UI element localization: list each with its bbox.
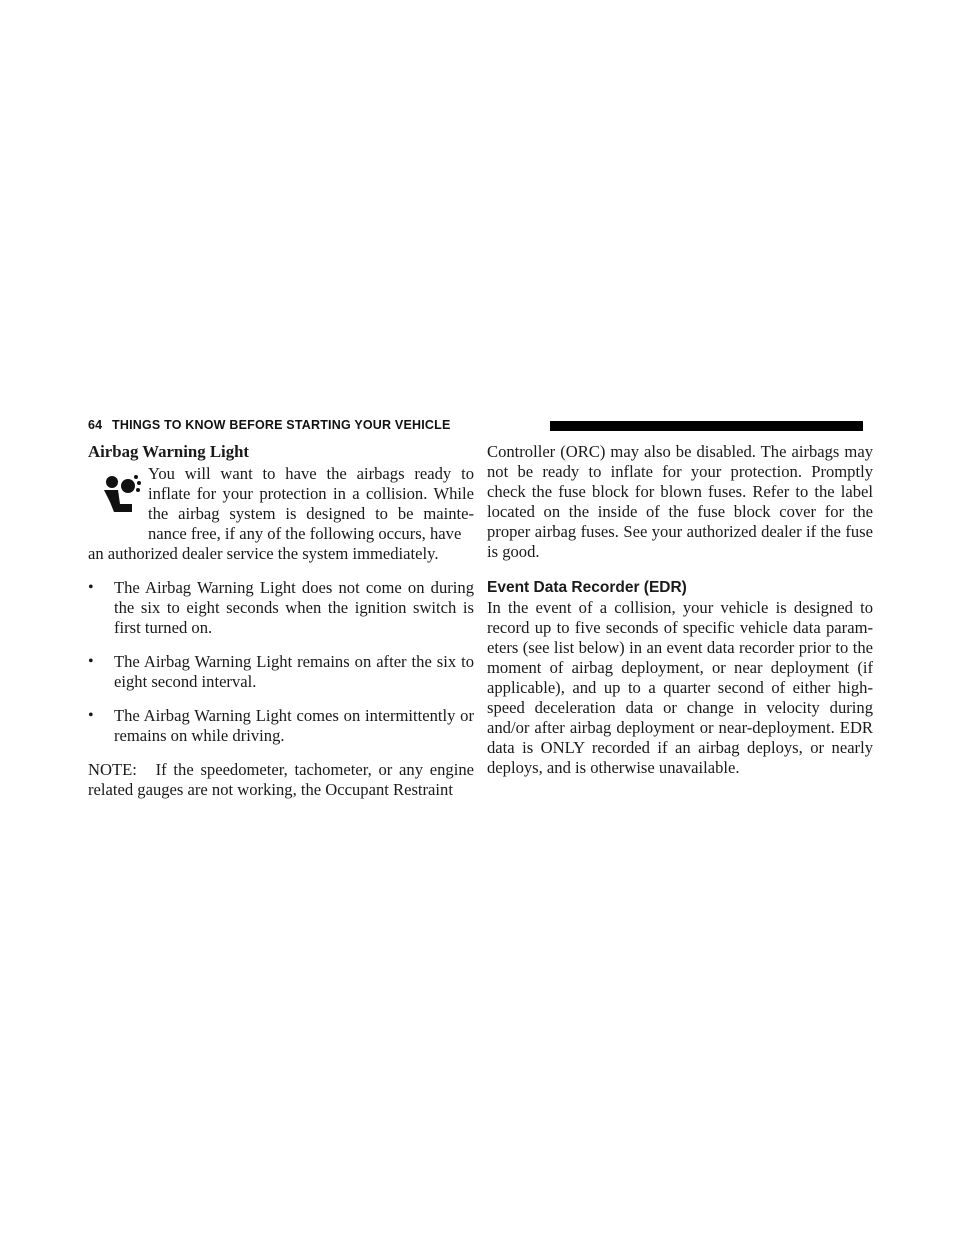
airbag-warning-icon [88, 468, 148, 548]
right-column [487, 442, 873, 778]
bullet-icon: • [88, 653, 94, 670]
airbag-conditions-list [88, 578, 474, 746]
bullet-icon: • [88, 707, 94, 724]
header-rule [550, 421, 863, 431]
airbag-warning-heading: Airbag Warning Light [88, 442, 250, 461]
bullet-text: The Airbag Warning Light comes on intermittently or remains on while driving. [114, 706, 474, 745]
bullet-text: The Airbag Warning Light does not come on during the six to eight seconds when the ignition switch is first turned on. [114, 578, 474, 637]
note-paragraph [88, 760, 474, 800]
airbag-intro-text: You will want to have the airbags ready to inflate for your protection in a collision. While the airbag system is designed to be mainte- nance free, if any of the following occurs, have [148, 464, 474, 543]
list-item [88, 706, 474, 746]
note-label: NOTE: [88, 760, 137, 779]
bullet-icon: • [88, 579, 94, 596]
section-title: THINGS TO KNOW BEFORE STARTING YOUR VEHICLE [112, 418, 451, 432]
edr-body-text: In the event of a collision, your vehicle is designed to record up to five seconds of specific vehicle data param- eters (see list below) in an event data recorder prior to the moment of airbag deployment, or near deployment (if applicable), and up to a quarter second of either high- speed deceleration data or change in velocity during and/or after airbag deployment or near-deployment. EDR data is ONLY recorded if an airbag deploys, or nearly deploys, and is otherwise unavailable. [487, 598, 873, 777]
list-item [88, 652, 474, 692]
orc-continued-text: Controller (ORC) may also be disabled. The airbags may not be ready to inflate for your protection. Promptly check the fuse block for blown fuses. Refer to the label located on the inside of the fuse block cover for the proper airbag fuses. See your authorized dealer if the fuse is good. [487, 442, 873, 561]
airbag-intro-block [88, 464, 474, 544]
bullet-text: The Airbag Warning Light remains on after the six to eight second interval. [114, 652, 474, 691]
page-number: 64 [88, 418, 103, 432]
note-text: If the speedometer, tachometer, or any engine related gauges are not working, the Occupant Restraint [88, 760, 474, 799]
airbag-intro-tail: an authorized dealer service the system immediately. [88, 544, 439, 563]
left-column [88, 442, 474, 800]
list-item [88, 578, 474, 638]
page-header [88, 416, 863, 438]
edr-heading: Event Data Recorder (EDR) [487, 579, 687, 596]
